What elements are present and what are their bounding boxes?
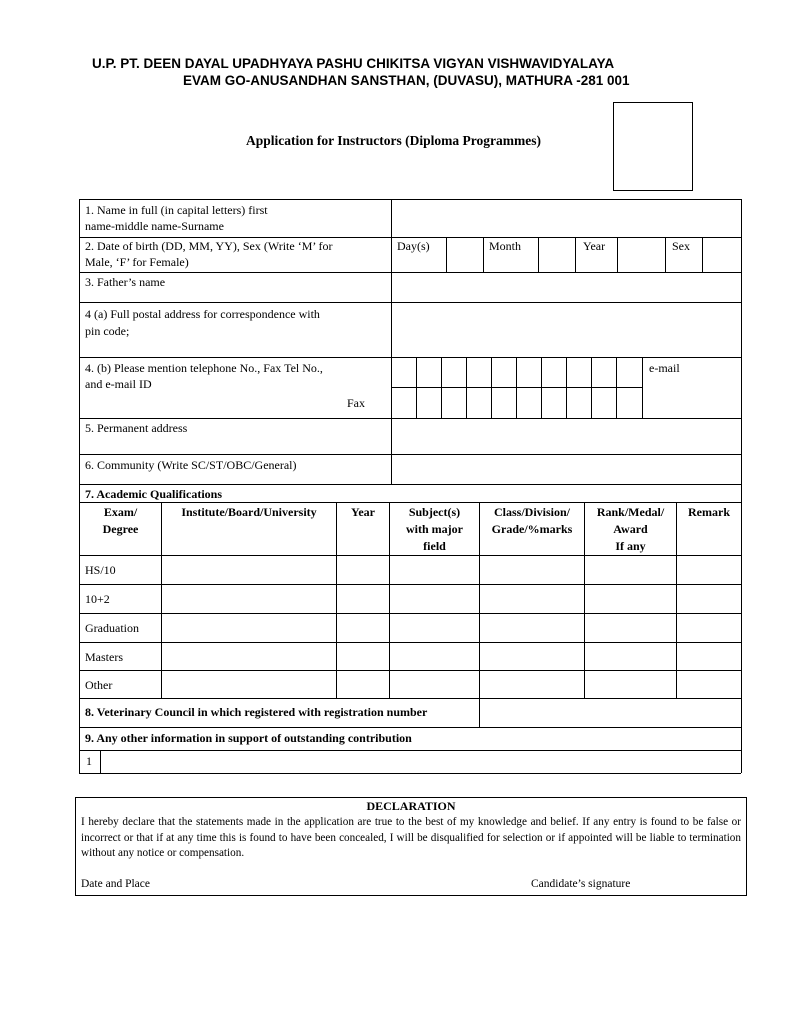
postal-address-input[interactable] xyxy=(392,303,740,356)
col-rank-header: Rank/Medal/ Award If any xyxy=(596,505,665,553)
name-input[interactable] xyxy=(392,200,740,236)
telephone-input[interactable] xyxy=(392,358,641,386)
col-year-header: Year xyxy=(351,505,375,519)
community-label: 6. Community (Write SC/ST/OBC/General) xyxy=(85,458,297,472)
day-label: Day(s) xyxy=(397,239,430,253)
permanent-address-label: 5. Permanent address xyxy=(85,421,188,435)
other-information-input[interactable] xyxy=(101,751,740,772)
postal-address-label-line2: pin code; xyxy=(85,324,130,338)
fax-label: Fax xyxy=(347,396,365,410)
permanent-address-input[interactable] xyxy=(392,419,740,453)
year-input[interactable] xyxy=(618,238,664,271)
col-subject-header: Subject(s) with major field xyxy=(406,505,463,553)
email-label: e-mail xyxy=(649,361,680,375)
col-remark-header: Remark xyxy=(688,505,730,519)
sex-input[interactable] xyxy=(703,238,740,271)
month-input[interactable] xyxy=(539,238,574,271)
community-input[interactable] xyxy=(392,455,740,483)
col-institute-header: Institute/Board/University xyxy=(181,505,317,519)
row-label-masters: Masters xyxy=(85,650,123,664)
name-label-line2: name-middle name-Surname xyxy=(85,219,224,233)
dob-label-line2: Male, ‘F’ for Female) xyxy=(85,255,189,269)
row-label-10plus2: 10+2 xyxy=(85,592,110,606)
candidate-signature-label: Candidate’s signature xyxy=(531,878,631,890)
phone-label-line1: 4. (b) Please mention telephone No., Fax Tel No., xyxy=(85,361,323,375)
name-label-line1: 1. Name in full (in capital letters) first xyxy=(85,203,268,217)
dob-label-line1: 2. Date of birth (DD, MM, YY), Sex (Write ‘M’ for xyxy=(85,239,333,253)
col-class-header: Class/Division/ Grade/%marks xyxy=(491,505,573,536)
phone-label-line2: and e-mail ID xyxy=(85,377,152,391)
declaration-title: DECLARATION xyxy=(366,799,456,813)
other-information-row-number: 1 xyxy=(86,754,92,768)
date-and-place-label: Date and Place xyxy=(81,878,150,890)
veterinary-council-label: 8. Veterinary Council in which registered with registration number xyxy=(85,705,428,719)
form-title: Application for Instructors (Diploma Programmes) xyxy=(246,133,541,148)
col-exam-degree-header: Exam/ Degree xyxy=(102,505,139,536)
fax-input[interactable] xyxy=(392,388,641,417)
month-label: Month xyxy=(489,239,522,253)
year-label: Year xyxy=(583,239,606,253)
veterinary-council-input[interactable] xyxy=(480,699,740,726)
row-label-other: Other xyxy=(85,678,113,692)
university-name-line1: U.P. PT. DEEN DAYAL UPADHYAYA PASHU CHIKITSA VIGYAN VISHWAVIDYALAYA xyxy=(92,56,615,71)
father-name-input[interactable] xyxy=(392,273,740,301)
row-label-graduation: Graduation xyxy=(85,621,139,635)
other-information-label: 9. Any other information in support of outstanding contribution xyxy=(85,731,412,745)
university-name-line2: EVAM GO-ANUSANDHAN SANSTHAN, (DUVASU), MATHURA -281 001 xyxy=(183,73,630,88)
postal-address-label-line1: 4 (a) Full postal address for correspondence with xyxy=(85,307,320,321)
email-input[interactable] xyxy=(643,376,740,417)
sex-label: Sex xyxy=(672,239,690,253)
father-name-label: 3. Father’s name xyxy=(85,275,166,289)
photo-box[interactable] xyxy=(613,102,693,191)
day-input[interactable] xyxy=(447,238,482,271)
row-label-hs10: HS/10 xyxy=(85,563,116,577)
declaration-text: I hereby declare that the statements made in the application are true to the best of my knowledge and belief. If any entry is found to be false or incorrect or that if at any time this is found to have been concealed, I will be disqualified for selection or if appointed will be liable to termination without any notice or compensation. xyxy=(81,816,741,859)
academic-qualifications-title: 7. Academic Qualifications xyxy=(85,487,222,501)
